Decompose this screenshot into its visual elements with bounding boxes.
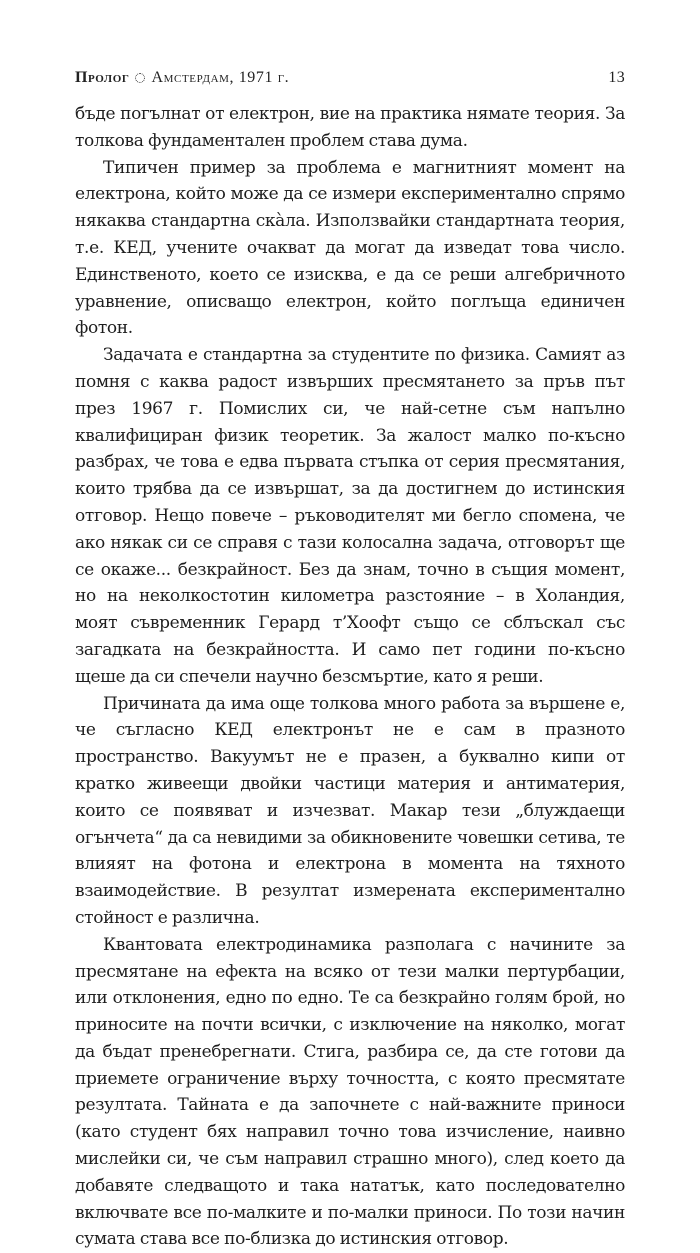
body-text	[75, 101, 625, 1253]
paragraph: Причината да има още толкова много работа за вършене е, че съгласно КЕД електронът не е сам в празното пространство. Вакуумът не е празен, а буквално кипи от кратко живеещи двойки частици материя и антиматерия, които се появяват и изчезват. Макар тези „блуждаещи огънчета“ да са невидими за обикновените човешки сетива, те влияят на фотона и електрона в момента на тяхното взаимодействие. В резултат измерената експериментално стойност е различна.	[75, 693, 625, 928]
running-header-title	[75, 66, 289, 90]
chapter-place-date: Амстердам, 1971 г.	[151, 69, 290, 86]
paragraph: Типичен пример за проблема е магнитният момент на електрона, който може да се измери експериментално спрямо някаква стандартна скàла. Използвайки стандартната теория, т.е. КЕД, учените очакват да могат да изведат това число. Единственото, което се изисква, е да се реши алгебричното уравнение, описващо електрон, който поглъща единичен фотон.	[75, 157, 625, 339]
section-title: Пролог	[75, 69, 130, 86]
paragraph: Задачата е стандартна за студентите по физика. Самият аз помня с каква радост извърших пресмятането за пръв път през 1967 г. Помислих си, че най-сетне съм напълно квалифициран физик теоретик. За жалост малко по-късно разбрах, че това е едва първата стъпка от серия пресмятания, които трябва да се извършат, за да достигнем до истинския отговор. Нещо повече – ръководителят ми бегло спомена, че ако някак си се справя с тази колосална задача, отговорът ще се окаже... безкрайност. Без да знам, точно в същия момент, но на неколкостотин километра разстояние – в Холандия, моят съвременник Герард т’Хоофт също се сблъскал със загадката на безкрайността. И само пет години по-късно щеше да си спечели научно безсмъртие, като я реши.	[75, 345, 625, 687]
paragraph: Квантовата електродинамика разполага с начините за пресмятане на ефекта на всяко от тези малки пертурбации, или отклонения, едно по едно. Те са безкрайно голям брой, но приносите на почти всички, с изключение на няколко, могат да бъдат пренебрегнати. Стига, разбира се, да сте готови да приемете ограничение върху точността, с която пресмятате резултата. Тайната е да започнете с най-важните приноси (като студент бях направил точно това изчисление, наивно мислейки си, че съм направил страшно много), след което да добавяте следващото и така нататък, като последователно включвате все по-малките и по-малки приноси. По този начин сумата става все по-близка до истинския отговор.	[75, 934, 625, 1250]
paragraph-continued: бъде погълнат от електрон, вие на практика нямате теория. За толкова фундаментален проблем става дума.	[75, 104, 625, 151]
ornament-separator-icon	[135, 73, 145, 83]
running-header	[75, 66, 625, 90]
page-number: 13	[608, 69, 625, 86]
